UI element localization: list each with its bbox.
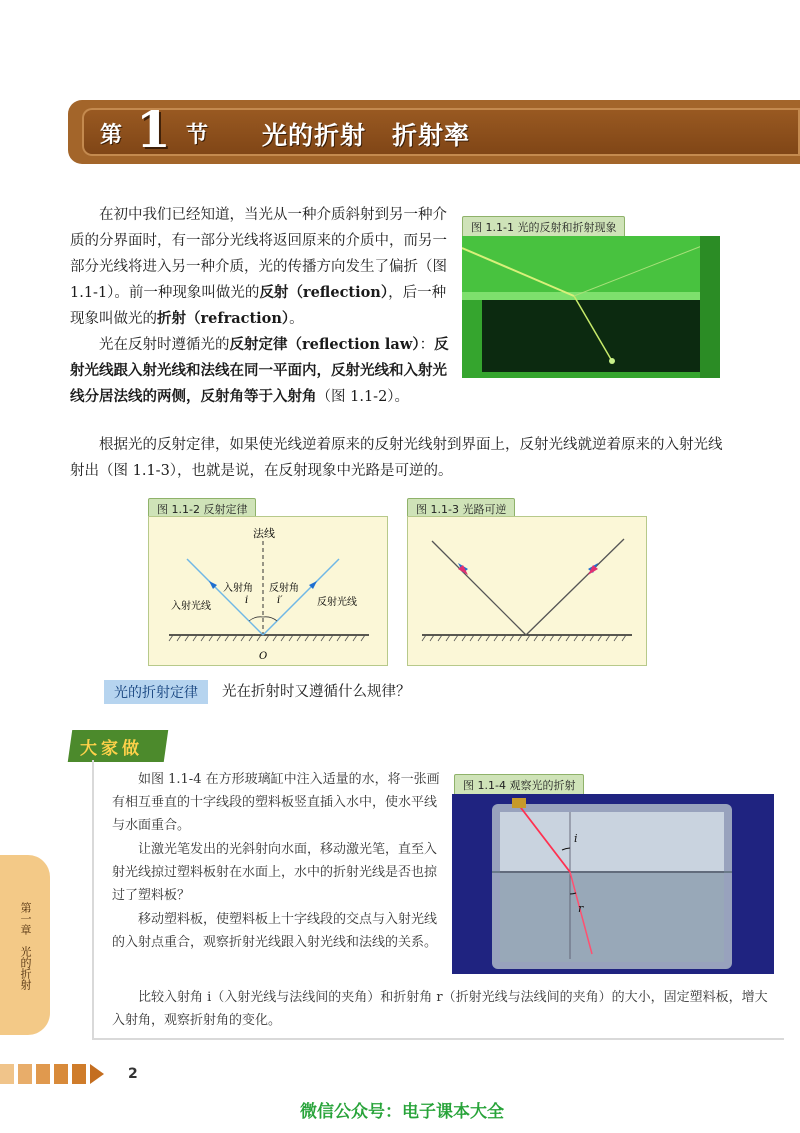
figure-3-label: 图 1.1-3 光路可逆 — [407, 498, 515, 520]
reversible-path-diagram — [408, 517, 646, 665]
incident-ray-label: 入射光线 — [171, 601, 211, 612]
point-o-label: O — [259, 651, 268, 662]
p2-text-a: 光在反射时遵循光的 — [99, 337, 230, 353]
footer-arrow-decoration — [0, 1062, 120, 1086]
activity-paragraph-4: 比较入射角 i（入射光线与法线间的夹角）和折射角 r（折射光线与法线间的夹角）的大小，固定塑料板，增大入射角，观察折射角的变化。 — [112, 990, 768, 1028]
activity-paragraph-2: 让激光笔发出的光斜射向水面，移动激光笔，直至入射光线掠过塑料板射在水面上，水中的折射光线是否也掠过了塑料板？ — [112, 842, 438, 903]
activity-paragraph-3: 移动塑料板，使塑料板上十字线段的交点与入射光线的入射点重合，观察折射光线跟入射光线和法线的关系。 — [112, 912, 438, 950]
section-title: 光的折射 折射率 — [262, 121, 471, 150]
figure-4-photo — [452, 794, 774, 974]
term-reflection-law-en: （reflection law） — [287, 336, 420, 353]
chapter-side-label: 第一章 光的折射 — [19, 902, 32, 990]
p1-text-b: ，后一种现象叫做光的 — [70, 285, 447, 327]
activity-tag: 大家做 — [80, 739, 143, 759]
water-tank-illustration — [452, 794, 774, 974]
reflected-ray-label: 反射光线 — [317, 597, 357, 608]
term-reflection-law: 反射定律 — [229, 336, 288, 353]
paragraph-1 — [70, 202, 450, 332]
term-reflection-en: （reflection） — [288, 284, 389, 301]
page-number: 2 — [128, 1066, 138, 1082]
figure-4-label: 图 1.1-4 观察光的折射 — [454, 774, 584, 796]
p2-text-c: （图 1.1-2）。 — [316, 389, 410, 405]
term-reflection: 反射 — [259, 284, 289, 301]
section-prefix: 第 — [100, 123, 123, 148]
fig4-angle-i: i — [574, 832, 578, 845]
incident-angle-label: 入射角 — [223, 583, 253, 594]
figure-3-reversible-path — [407, 516, 647, 666]
question-text: 光在折射时又遵循什么规律？ — [222, 684, 411, 700]
p1-text-c: 。 — [289, 311, 304, 327]
figure-1-label: 图 1.1-1 光的反射和折射现象 — [462, 216, 625, 238]
figure-2-reflection-law — [148, 516, 388, 666]
paragraph-2 — [70, 332, 450, 410]
watermark: 微信公众号：电子课本大全 — [300, 1102, 504, 1122]
reflection-law-diagram — [149, 517, 387, 665]
fig4-angle-r: r — [578, 902, 584, 915]
term-refraction-en: （refraction） — [186, 310, 290, 327]
question-tag: 光的折射定律 — [104, 680, 208, 704]
reflection-law-statement: 反射光线跟入射光线和法线在同一平面内，反射光线和入射光线分居法线的两侧，反射角等于入射角 — [70, 336, 449, 405]
section-number: 1 — [136, 100, 171, 159]
term-refraction: 折射 — [157, 310, 186, 327]
p2-text-b: ： — [419, 337, 435, 353]
reflection-angle-label: 反射角 — [269, 583, 299, 594]
angle-i-prime-label: i′ — [277, 595, 283, 606]
refraction-photo-illustration — [462, 236, 720, 378]
p1-text-a: 在初中我们已经知道，当光从一种介质斜射到另一种介质的分界面时，有一部分光线将返回原来的介质中，而另一部分光线将进入另一种介质，光的传播方向发生了偏折（图 1.1-1）。前一种现象叫做光的 — [70, 207, 447, 301]
figure-2-label: 图 1.1-2 反射定律 — [148, 498, 256, 520]
paragraph-3: 根据光的反射定律，如果使光线逆着原来的反射光线射到界面上，反射光线就逆着原来的入射光线射出（图 1.1-3），也就是说，在反射现象中光路是可逆的。 — [70, 437, 723, 479]
activity-paragraph-1: 如图 1.1-4 在方形玻璃缸中注入适量的水，将一张画有相互垂直的十字线段的塑料板竖直插入水中，使水平线与水面重合。 — [112, 772, 440, 833]
section-suffix: 节 — [186, 123, 209, 148]
angle-i-label: i — [245, 595, 249, 606]
normal-label: 法线 — [253, 527, 275, 540]
figure-1-photo — [462, 236, 720, 378]
